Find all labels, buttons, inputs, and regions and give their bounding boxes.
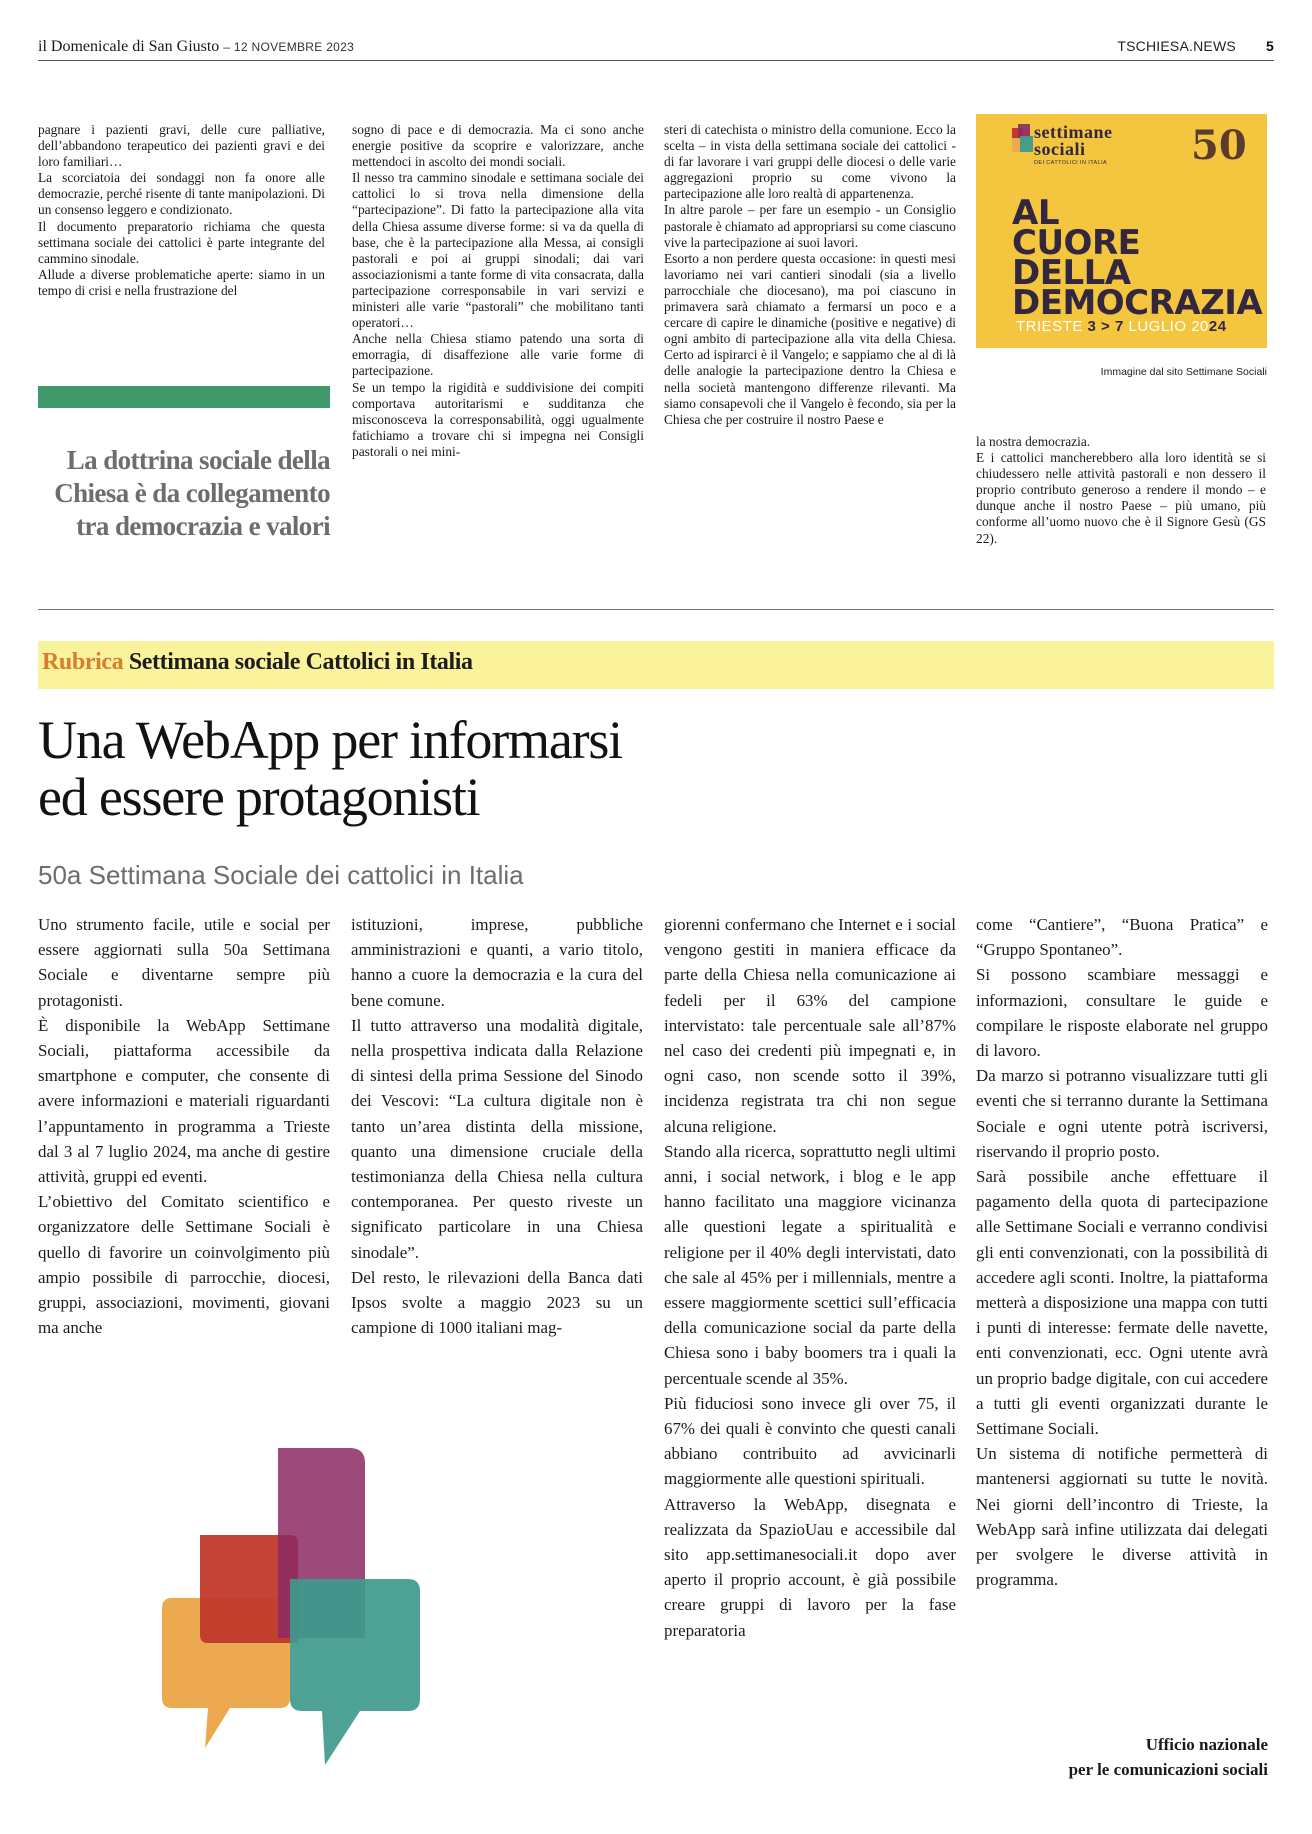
site-name[interactable]: TSCHIESA.NEWS <box>1117 38 1236 54</box>
paragraph: Attraverso la WebApp, disegnata e realizzata da SpazioUau e accessibile dal sito app.settimanesociali.it dopo aver aperto il proprio account, è già possibile creare gruppi di lavoro per la fase preparatoria <box>664 1494 956 1640</box>
article-headline: Una WebApp per informarsi ed essere protagonisti <box>38 710 622 827</box>
top-column-3 <box>664 122 956 428</box>
poster-dates: TRIESTE 3 > 7 LUGLIO 2024 <box>1016 318 1227 335</box>
paragraph: L’obiettivo del Comitato scientifico e organizzatore delle Settimane Sociali è quello di favorire un coinvolgimento più ampio possibile di parrocchie, diocesi, gruppi, associazioni, movimenti, giovani ma anche <box>38 1192 330 1338</box>
paragraph: Del resto, le rilevazioni della Banca dati Ipsos svolte a maggio 2023 su un campione di 1000 italiani mag- <box>351 1267 643 1338</box>
paragraph: come “Cantiere”, “Buona Pratica” e “Gruppo Spontaneo”. <box>976 915 1268 960</box>
rubrica-title: Settimana sociale Cattolici in Italia <box>128 649 473 675</box>
paragraph: Anche nella Chiesa stiamo patendo una sorta di emorragia, di disaffezione alle varie forme di partecipazione. <box>352 331 644 379</box>
paragraph: Allude a diverse problematiche aperte: siamo in un tempo di crisi e nella frustrazione del <box>38 266 325 298</box>
paragraph: E i cattolici mancherebbero alla loro identità se si chiudessero nelle attività pastorali e non dessero il proprio contributo generoso a rendere il mondo – e dunque anche il nostro Paese – più umano, più conforme all’uomo nuovo che è il Signore Gesù (GS 22). <box>976 450 1266 546</box>
paragraph: Uno strumento facile, utile e social per essere aggiornati sulla 50a Settimana Sociale e diventarne sempre più protagonisti. <box>38 915 330 1010</box>
top-column-1 <box>38 122 325 299</box>
paragraph: Da marzo si potranno visualizzare tutti gli eventi che si terranno durante la Settimana Sociale e ogni utente potrà iscriversi, riservando il proprio posto. <box>976 1066 1268 1161</box>
poster-anniversary: 50 <box>1191 122 1247 169</box>
paragraph: giorenni confermano che Internet e i social vengono gestiti in maniera efficace da parte della Chiesa nella comunicazione ai fedeli per il 63% del campione intervistato: tale percentuale sale all’87% nel caso dei credenti più impegnati e, in ogni caso, non scende sotto il 39%, incidenza registrata tra chi non segue alcuna religione. <box>664 915 956 1136</box>
top-column-4 <box>976 434 1266 547</box>
header-right <box>1117 38 1274 54</box>
page-header <box>38 34 1274 61</box>
paragraph: Stando alla ricerca, soprattutto negli ultimi anni, i social network, i blog e le app hanno facilitato una maggiore vicinanza alle questioni legate a spiritualità e religione per il 40% degli intervistati, dato che sale al 45% per i millennials, mentre a essere maggiormente scettici sull’efficacia della comunicazione social da parte della Chiesa sono i baby boomers tra i quali la percentuale scende al 35%. <box>664 1141 956 1388</box>
publication-name: il Domenicale di San Giusto <box>38 38 220 55</box>
paragraph: steri di catechista o ministro della comunione. Ecco la scelta – in vista della settimana sociale dei cattolici - di far lavorare i vari gruppi delle diocesi o delle varie aggregazioni proprio su come vivono la partecipazione alle loro realtà di appartenenza. <box>664 122 956 202</box>
settimane-sociali-poster <box>976 114 1267 348</box>
paragraph: Il documento preparatorio richiama che questa settimana sociale dei cattolici è parte integrante del cammino sinodale. <box>38 218 325 266</box>
top-column-2 <box>352 122 644 460</box>
poster-logo-name: settimane sociali <box>1034 122 1113 159</box>
paragraph: Si possono scambiare messaggi e informazioni, consultare le guide e compilare le risposte elaborate nel gruppo di lavoro. <box>976 965 1268 1061</box>
paragraph: È disponibile la WebApp Settimane Sociali, piattaforma accessibile da smartphone e computer, che consente di avere informazioni e materiali riguardanti l’appuntamento in programma a Trieste dal 3 al 7 luglio 2024, ma anche di gestire attività, gruppi ed eventi. <box>38 1015 330 1187</box>
logo-bubbles-icon <box>1012 124 1034 158</box>
issue-date: – 12 NOVEMBRE 2023 <box>223 40 355 54</box>
header-publication <box>38 38 354 56</box>
paragraph: la nostra democrazia. <box>976 434 1091 449</box>
paragraph: sogno di pace e di democrazia. Ma ci sono anche energie positive da scoprire e valorizzare, anche mettendoci in ascolto dei mondi sociali. <box>352 122 644 170</box>
article-signature: Ufficio nazionale per le comunicazioni sociali <box>1068 1735 1268 1779</box>
paragraph: La scorciatoia dei sondaggi non fa onore alle democrazie, perché risente di tante manipolazioni. Di un consenso leggero e condizionato. <box>38 170 325 218</box>
pull-quote: La dottrina sociale della Chiesa è da collegamento tra democrazia e valori <box>54 445 330 541</box>
paragraph: Esorto a non perdere questa occasione: in questi mesi lavoriamo nei vari cantieri sinodali (sia a livello parrocchiale che diocesano), ma poi ciascuno in primavera sarà chiamato a fermarsi un poco e a cercare di capire le dinamiche (positive e negative) di ogni ambito di partecipazione alla vita della Chiesa. Certo ad ispirarci è il Vangelo; e sappiamo che al di là delle analogie la partecipazione dentro la Chiesa e nella società mantengono differenze rilevanti. Ma siamo consapevoli che il Vangelo è fecondo, sia per la Chiesa che per costruire il nostro Paese e <box>664 250 956 427</box>
rubrica-tag: Rubrica <box>42 649 124 675</box>
paragraph: Un sistema di notifiche permetterà di mantenersi aggiornati su tutte le novità. Nei giorni dell’incontro di Trieste, la WebApp sarà infine utilizzata dai delegati per svolgere le diverse attività in programma. <box>976 1444 1268 1590</box>
article-column-2 <box>351 912 643 1340</box>
green-divider-bar <box>38 386 330 408</box>
paragraph: Il nesso tra cammino sinodale e settimana sociale dei cattolici lo si trova nella dimensione della “partecipazione”. Di fatto la partecipazione alla vita della Chiesa assume diverse forme: si va da quella di base, che è la partecipazione alla Messa, ai consigli pastorali e poi ai gruppi sinodali; dai vari associazionismi a tante forme di vita consacrata, dalla partecipazione corresponsabile in vari servizi e ministeri alle varie “pastorali” che mobilitano tanti operatori… <box>352 170 644 331</box>
section-divider <box>38 609 1274 610</box>
paragraph: istituzioni, imprese, pubbliche amministrazioni e quanti, a vario titolo, hanno a cuore la democrazia e la cura del bene comune. <box>351 915 643 1010</box>
rubrica-label <box>42 649 473 676</box>
paragraph: Sarà possibile anche effettuare il pagamento della quota di partecipazione alle Settimane Sociali e verranno condivisi gli enti convenzionati, con la possibilità di accedere agli sconti. Inoltre, la piattaforma metterà a disposizione una mappa con tutti i punti di interesse: fermate delle navette, enti convenzionati, ecc. Ogni utente avrà un proprio badge digitale, con cui accedere a tutti gli eventi organizzati durante le Settimane Sociali. <box>976 1167 1268 1439</box>
article-column-3 <box>664 912 956 1643</box>
paragraph: In altre parole – per fare un esempio - un Consiglio pastorale è chiamato ad appropriarsi su come ciascuno vive la partecipazione ai suoi lavori. <box>664 202 956 250</box>
page-number: 5 <box>1266 38 1274 54</box>
paragraph: pagnare i pazienti gravi, delle cure palliative, dell’abbandono terapeutico dei pazienti gravi e dei loro familiari… <box>38 122 325 170</box>
paragraph: Se un tempo la rigidità e suddivisione dei compiti comportava autoritarismi e sudditanza che misconosceva la corresponsabilità, oggi ugualmente fatichiamo a trovare chi si impegna nei Consigli pastorali o nei mini- <box>352 379 644 459</box>
paragraph: Il tutto attraverso una modalità digitale, nella prospettiva indicata dalla Relazione di sintesi della prima Sessione del Sinodo dei Vescovi: “La cultura digitale non è tanto un’area distinta della missione, quanto una dimensione cruciale della testimonianza della Chiesa nella cultura contemporanea. Per questo riveste un significato particolare in una Chiesa sinodale”. <box>351 1015 643 1262</box>
poster-caption: Immagine dal sito Settimane Sociali <box>1100 366 1267 378</box>
article-column-4 <box>976 912 1268 1592</box>
paragraph: Più fiduciosi sono invece gli over 75, il 67% dei quali è convinto che questi canali abbiano contribuito ad avvicinarli maggiormente alle questioni spirituali. <box>664 1393 956 1489</box>
poster-title: AL CUORE DELLA DEMOCRAZIA <box>1012 193 1263 323</box>
poster-logo-subtitle: DEI CATTOLICI IN ITALIA <box>1034 160 1108 166</box>
speech-bubbles-logo-icon <box>150 1443 430 1773</box>
article-subheadline: 50a Settimana Sociale dei cattolici in Italia <box>38 860 524 890</box>
article-column-1 <box>38 912 330 1340</box>
